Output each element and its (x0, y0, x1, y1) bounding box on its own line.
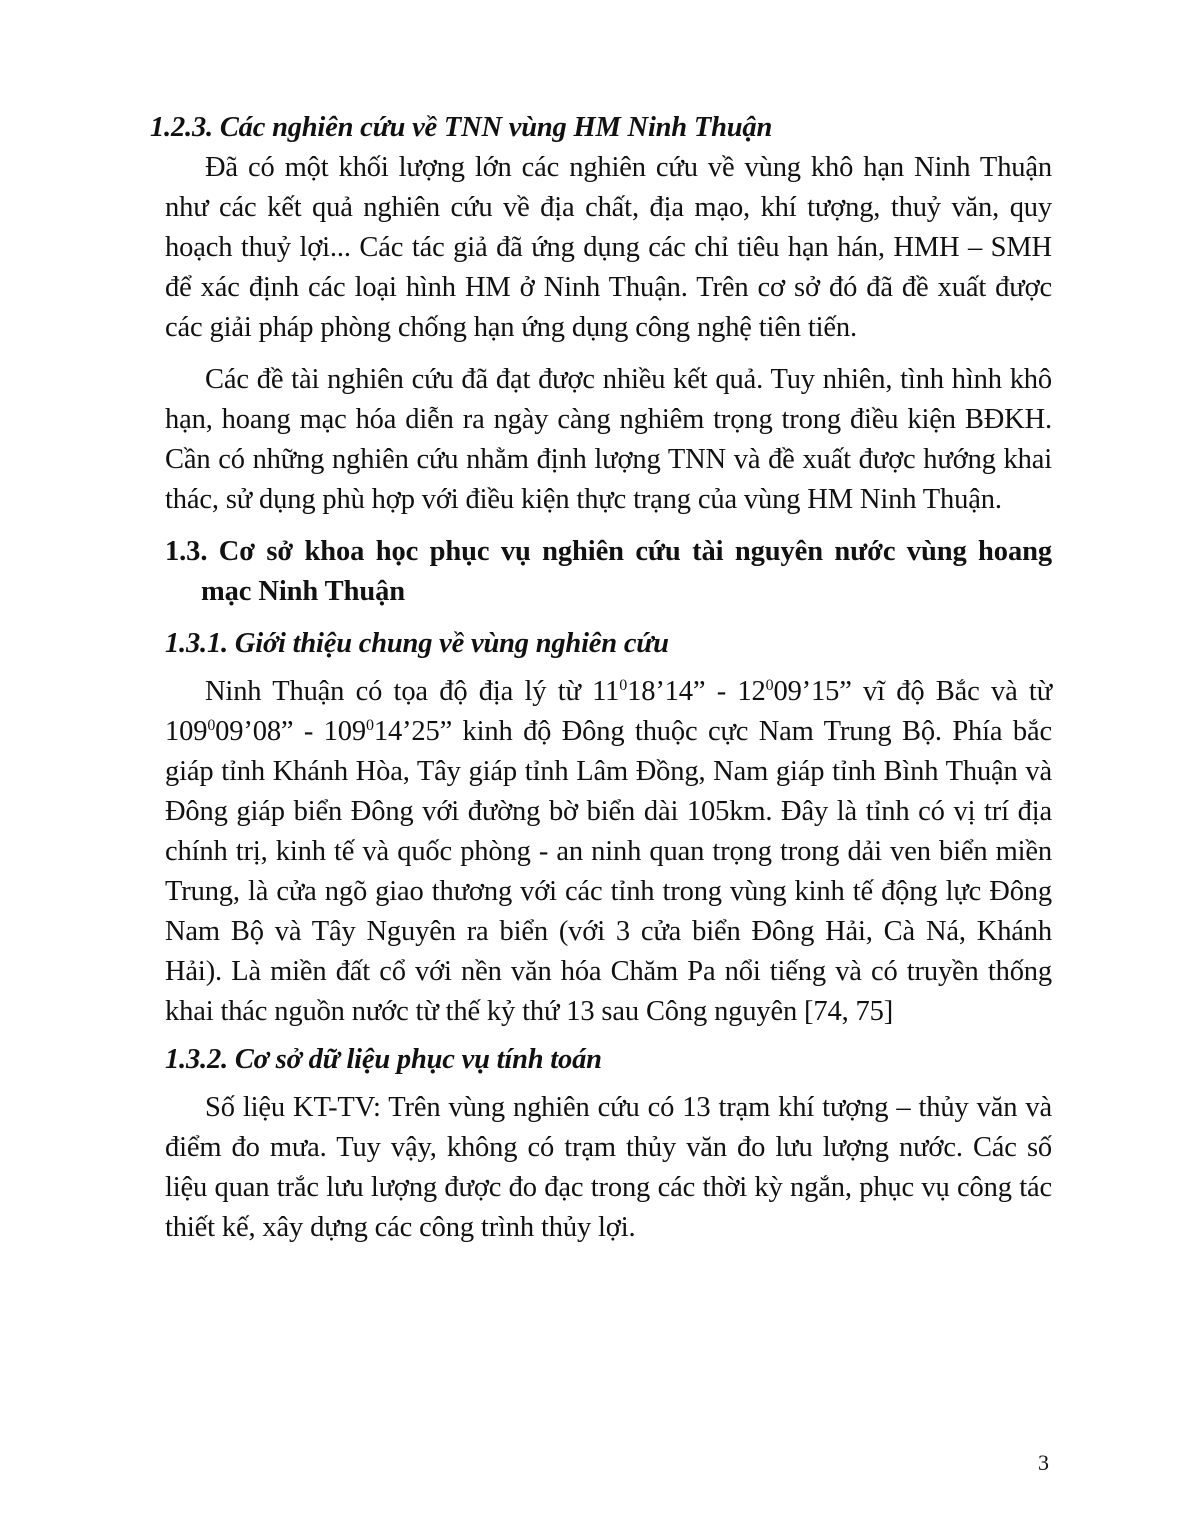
paragraph-coordinates (165, 672, 1052, 1032)
degree-superscript: 0 (765, 677, 774, 694)
section-heading-1-2-3: 1.2.3. Các nghiên cứu về TNN vùng HM Ninh Thuận (150, 112, 773, 143)
degree-superscript: 0 (365, 717, 374, 734)
text-run: 09’15” vĩ độ Bắc và từ 109 (165, 676, 1052, 747)
paragraph: Đã có một khối lượng lớn các nghiên cứu về vùng khô hạn Ninh Thuận như các kết quả nghiên cứu về địa chất, địa mạo, khí tượng, thuỷ văn, quy hoạch thuỷ lợi... Các tác giả đã ứng dụng các chỉ tiêu hạn hán, HMH – SMH để xác định các loại hình HM ở Ninh Thuận. Trên cơ sở đó đã đề xuất được các giải pháp phòng chống hạn ứng dụng công nghệ tiên tiến. (165, 152, 1052, 343)
text-run: Ninh Thuận có tọa độ địa lý từ 11 (205, 676, 620, 707)
text-run: 14’25” kinh độ Đông thuộc cực Nam Trung Bộ. Phía bắc giáp tỉnh Khánh Hòa, Tây giáp tỉnh Lâm Đồng, Nam giáp tỉnh Bình Thuận và Đông giáp biển Đông với đường bờ biển dài 105km. Đây là tỉnh có vị trí địa chính trị, kinh tế và quốc phòng - an ninh quan trọng trong dải ven biển miền Trung, là cửa ngõ giao thương với các tỉnh trong vùng kinh tế động lực Đông Nam Bộ và Tây Nguyên ra biển (với 3 cửa biển Đông Hải, Cà Ná, Khánh Hải). Là miền đất cổ với nền văn hóa Chăm Pa nổi tiếng và có truyền thống khai thác nguồn nước từ thế kỷ thứ 13 sau Công nguyên [74, 75] (165, 716, 1052, 1027)
paragraph: Các đề tài nghiên cứu đã đạt được nhiều kết quả. Tuy nhiên, tình hình khô hạn, hoang mạc hóa diễn ra ngày càng nghiêm trọng trong điều kiện BĐKH. Cần có những nghiên cứu nhằm định lượng TNN và đề xuất được hướng khai thác, sử dụng phù hợp với điều kiện thực trạng của vùng HM Ninh Thuận. (165, 364, 1052, 515)
page-content (150, 108, 1052, 1248)
degree-superscript: 0 (619, 677, 628, 694)
section-heading-1-3-1: 1.3.1. Giới thiệu chung về vùng nghiên cứu (165, 628, 669, 659)
section-heading-1-3-2: 1.3.2. Cơ sở dữ liệu phục vụ tính toán (165, 1044, 602, 1075)
text-run: 18’14” - 12 (627, 676, 766, 707)
section-heading-1-3: 1.3. Cơ sở khoa học phục vụ nghiên cứu tài nguyên nước vùng hoang mạc Ninh Thuận (165, 536, 1052, 607)
page-number: 3 (1038, 1450, 1049, 1475)
degree-superscript: 0 (207, 717, 216, 734)
text-run: 09’08” - 109 (215, 716, 366, 747)
paragraph: Số liệu KT-TV: Trên vùng nghiên cứu có 13 trạm khí tượng – thủy văn và điểm đo mưa. Tuy vậy, không có trạm thủy văn đo lưu lượng nước. Các số liệu quan trắc lưu lượng được đo đạc trong các thời kỳ ngắn, phục vụ công tác thiết kế, xây dựng các công trình thủy lợi. (165, 1092, 1052, 1243)
